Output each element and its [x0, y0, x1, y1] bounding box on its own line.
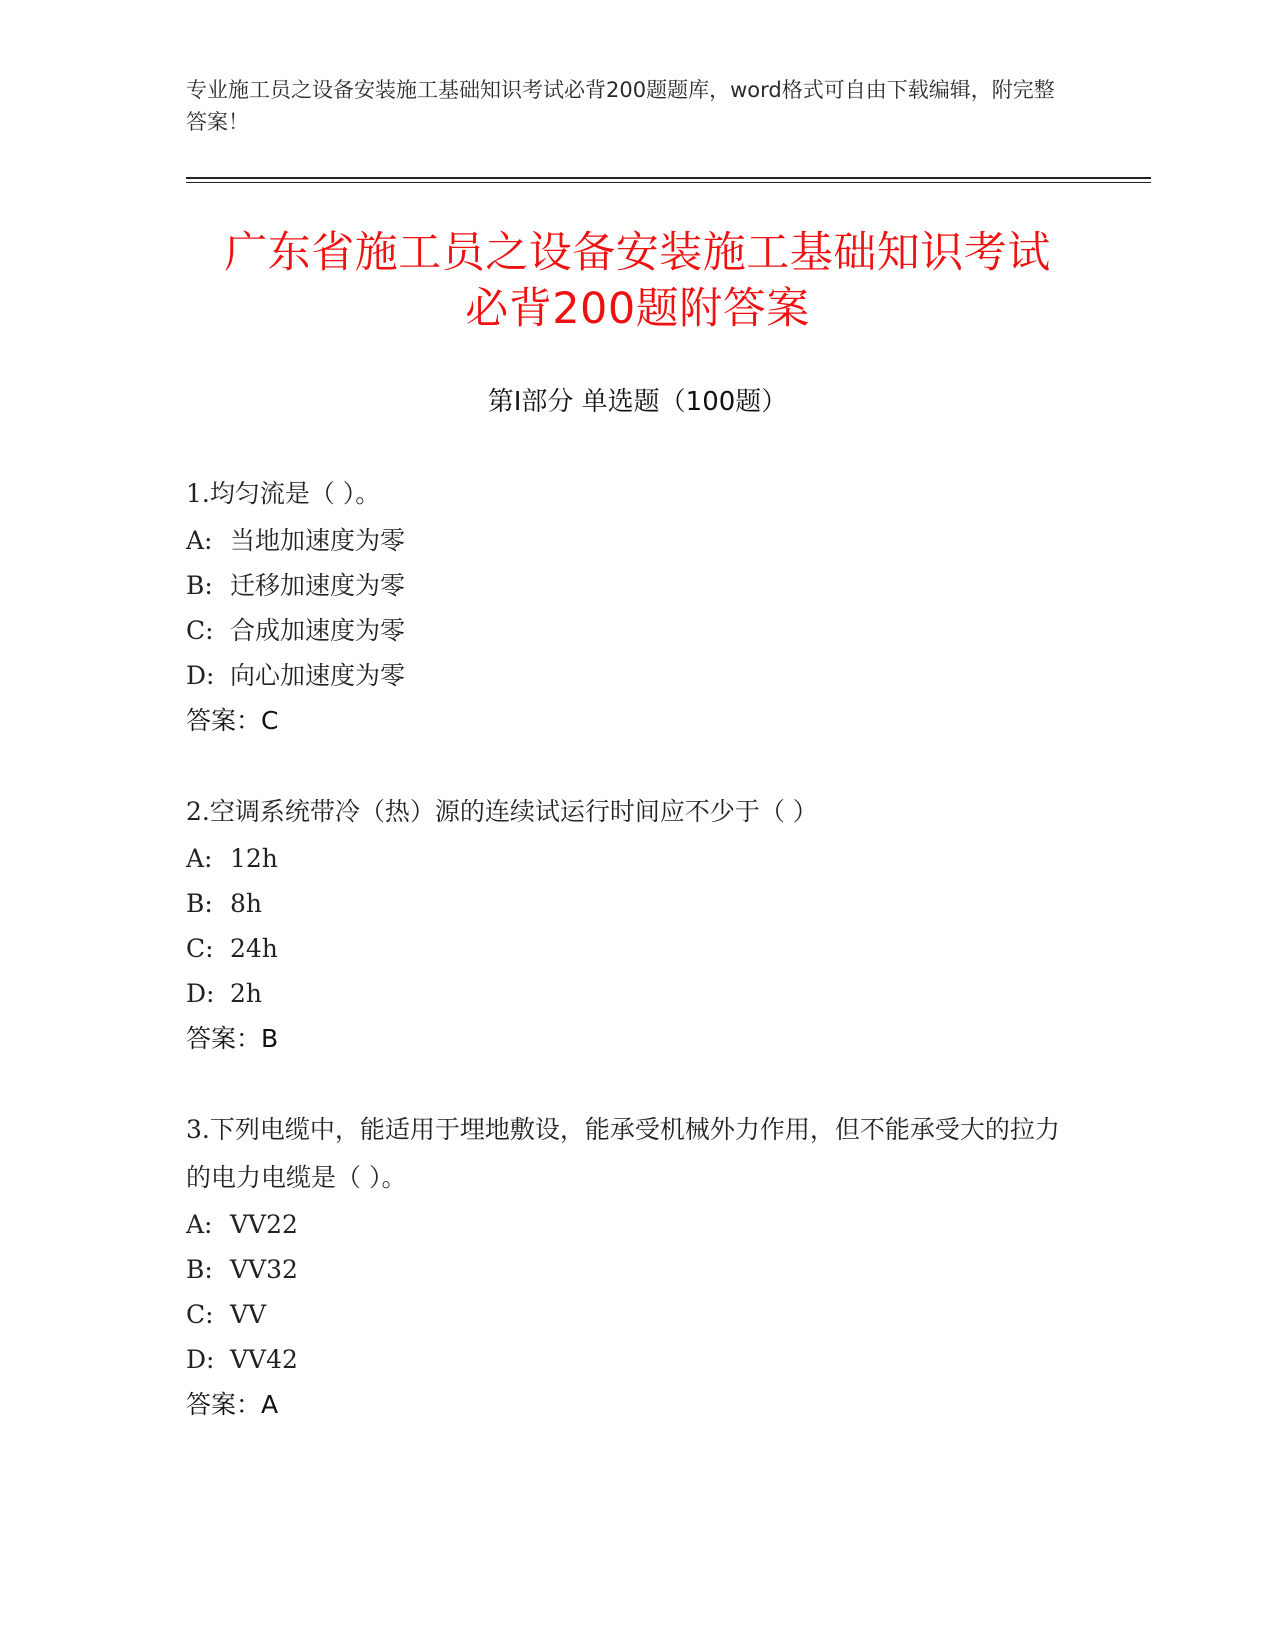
option-c [186, 926, 1066, 971]
option-c [186, 608, 1066, 653]
option-letter: D: [186, 1345, 215, 1374]
answer: 答案：B [186, 1024, 279, 1053]
option-letter: B: [186, 889, 213, 918]
question-3 [186, 1106, 1066, 1427]
option-text: 2h [230, 979, 263, 1008]
option-a [186, 518, 1066, 563]
option-text: 合成加速度为零 [230, 616, 406, 645]
option-a [186, 836, 1066, 881]
option-text: 12h [230, 844, 278, 873]
option-letter: C: [186, 934, 214, 963]
option-letter: C: [186, 616, 214, 645]
document-title-line-2: 必背200题附答案 [465, 284, 810, 334]
option-letter: A: [186, 526, 213, 555]
header-divider-thin [186, 182, 1151, 183]
option-letter: D: [186, 979, 215, 1008]
option-d [186, 653, 1066, 698]
option-text: VV [230, 1300, 267, 1329]
option-text: 向心加速度为零 [230, 661, 406, 690]
option-letter: B: [186, 1255, 213, 1284]
option-letter: A: [186, 844, 213, 873]
option-letter: A: [186, 1210, 213, 1239]
header-note: 专业施工员之设备安装施工基础知识考试必背200题题库，word格式可自由下载编辑，附完整答案！ [186, 78, 1055, 134]
option-text: 24h [230, 934, 278, 963]
option-text: 迁移加速度为零 [230, 571, 406, 600]
option-b [186, 1247, 1066, 1292]
option-letter: B: [186, 571, 213, 600]
option-letter: D: [186, 661, 215, 690]
option-c [186, 1292, 1066, 1337]
option-b [186, 563, 1066, 608]
option-d [186, 1337, 1066, 1382]
question-stem: 3.下列电缆中，能适用于埋地敷设，能承受机械外力作用，但不能承受大的拉力的电力电缆是（ ）。 [186, 1115, 1060, 1192]
option-b [186, 881, 1066, 926]
answer: 答案：A [186, 1390, 279, 1419]
question-1 [186, 470, 1066, 743]
document-title-line-1: 广东省施工员之设备安装施工基础知识考试 [224, 228, 1051, 278]
answer: 答案：C [186, 706, 279, 735]
question-stem: 1.均匀流是（ ）。 [186, 479, 381, 508]
option-letter: C: [186, 1300, 214, 1329]
option-a [186, 1202, 1066, 1247]
header-divider-thick [186, 177, 1151, 179]
question-stem: 2.空调系统带冷（热）源的连续试运行时间应不少于（ ） [186, 797, 818, 826]
document-title [140, 225, 1135, 337]
option-text: VV22 [230, 1210, 298, 1239]
option-text: VV42 [230, 1345, 298, 1374]
option-text: 当地加速度为零 [230, 526, 406, 555]
option-d [186, 971, 1066, 1016]
option-text: 8h [230, 889, 263, 918]
section-title: 第Ⅰ部分 单选题（100题） [487, 387, 788, 417]
option-text: VV32 [230, 1255, 298, 1284]
question-2 [186, 788, 1066, 1061]
